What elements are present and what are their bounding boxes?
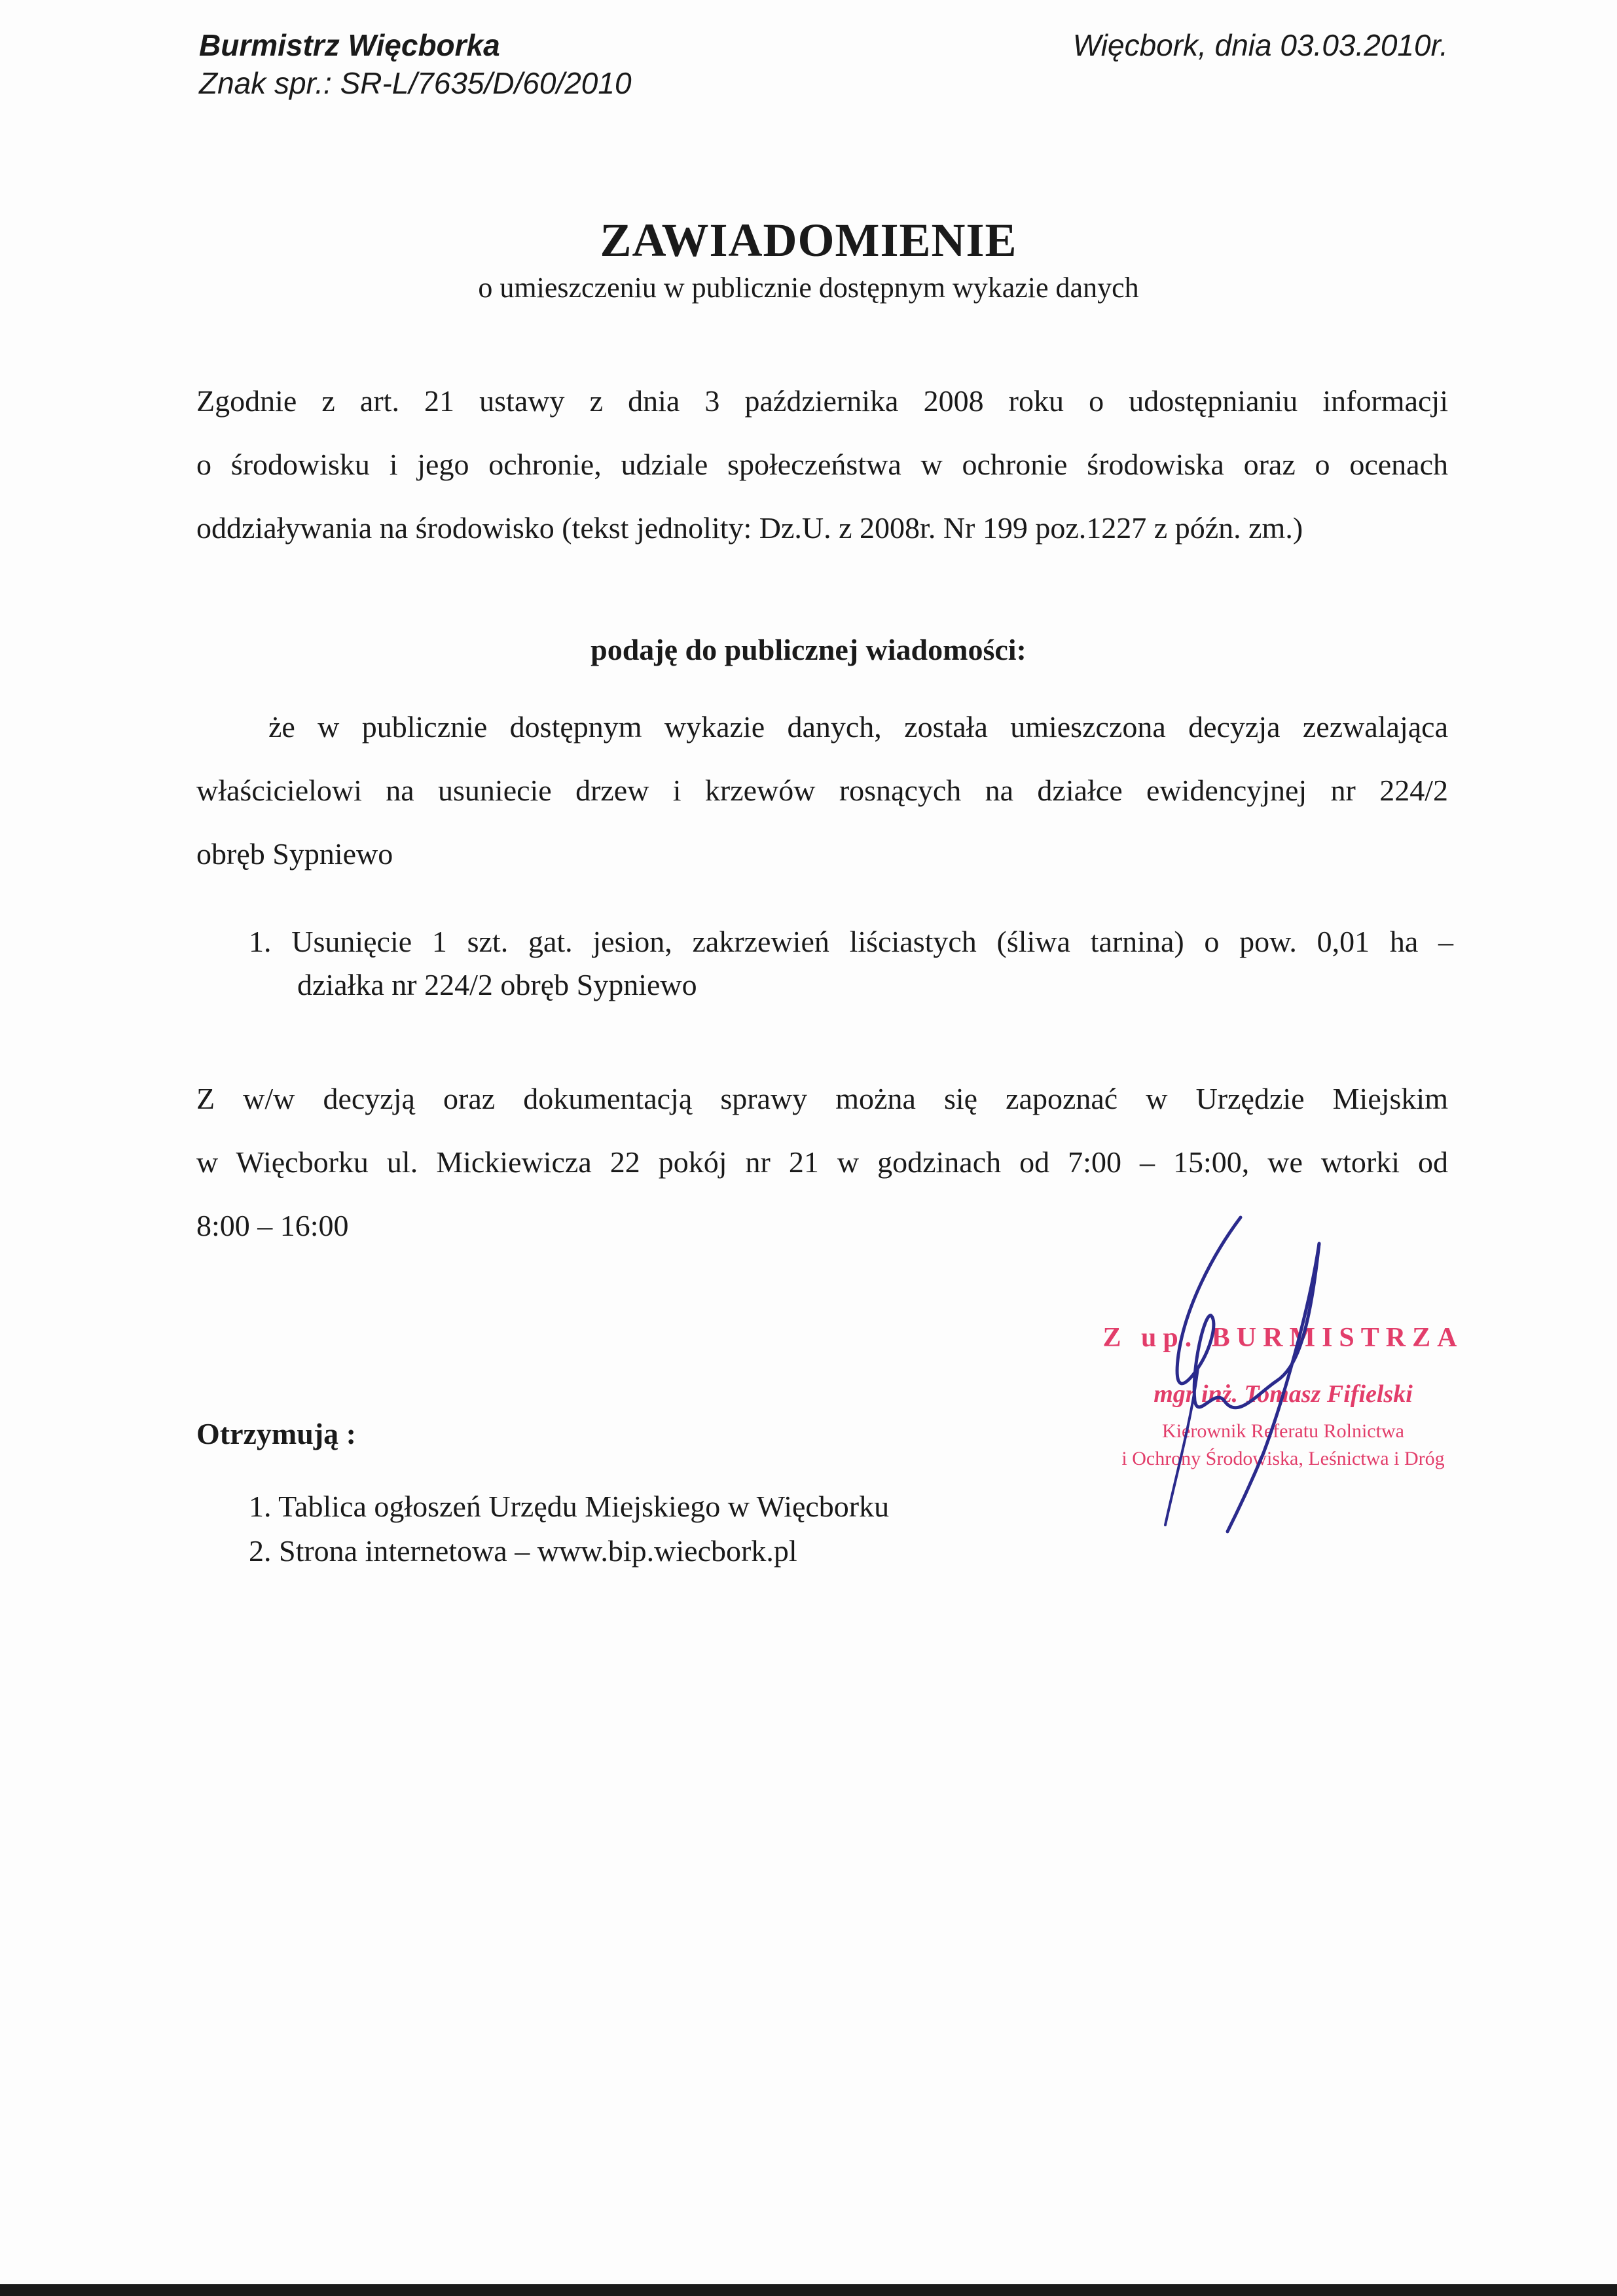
stamp-role: i Ochrony Środowiska, Leśnictwa i Dróg (1121, 1448, 1445, 1469)
paragraph-line: oddziaływania na środowisko (tekst jednolity: Dz.U. z 2008r. Nr 199 poz.1227 z późn. zm.) (196, 511, 1303, 545)
case-reference: Znak spr.: SR-L/7635/D/60/2010 (199, 66, 632, 100)
decision-item (249, 920, 1453, 1007)
paragraph-line: Zgodnie z art. 21 ustawy z dnia 3 października 2008 roku o udostępnianiu informacji (196, 384, 1448, 418)
decision-paragraph (196, 695, 1448, 886)
paragraph-line: właścicielowi na usuniecie drzew i krzewów rosnących na działce ewidencyjnej nr 224/2 (196, 774, 1448, 807)
legal-basis-paragraph (196, 369, 1448, 560)
paragraph-line: w Więcborku ul. Mickiewicza 22 pokój nr 21 w godzinach od 7:00 – 15:00, we wtorki od (196, 1145, 1448, 1179)
recipients-list (249, 1484, 889, 1573)
announcement-heading: podaję do publicznej wiadomości: (590, 633, 1027, 666)
stamp-role: Kierownik Referatu Rolnictwa (1162, 1420, 1404, 1442)
stamp-title: Z up. BURMISTRZA (1102, 1323, 1464, 1353)
document-title: ZAWIADOMIENIE (600, 214, 1017, 266)
paragraph-line: że w publicznie dostępnym wykazie danych, została umieszczona decyzja zezwalająca (268, 710, 1448, 744)
handwritten-signature (1113, 1204, 1388, 1545)
stamp-name: mgr inż. Tomasz Fifielski (1154, 1380, 1413, 1408)
list-item: 2. Strona internetowa – www.bip.wiecbork.pl (249, 1534, 797, 1568)
paragraph-line: obręb Sypniewo (196, 837, 393, 870)
scan-edge (0, 2284, 1617, 2296)
place-and-date: Więcbork, dnia 03.03.2010r. (1072, 28, 1448, 62)
paragraph-line: Z w/w decyzją oraz dokumentacją sprawy można się zapoznać w Urzędzie Miejskim (196, 1082, 1448, 1115)
document-subtitle: o umieszczeniu w publicznie dostępnym wykazie danych (478, 272, 1139, 304)
list-item: 1. Tablica ogłoszeń Urzędu Miejskiego w Więcborku (249, 1490, 890, 1523)
recipients-label: Otrzymują : (196, 1417, 356, 1450)
issuer-name: Burmistrz Więcborka (199, 28, 500, 62)
paragraph-line: 8:00 – 16:00 (196, 1209, 349, 1242)
item-line: 1. Usunięcie 1 szt. gat. jesion, zakrzewień liściastych (śliwa tarnina) o pow. 0,01 ha – (249, 925, 1453, 958)
item-line: działka nr 224/2 obręb Sypniewo (297, 968, 697, 1001)
paragraph-line: o środowisku i jego ochronie, udziale społeczeństwa w ochronie środowiska oraz o ocenach (196, 448, 1448, 481)
